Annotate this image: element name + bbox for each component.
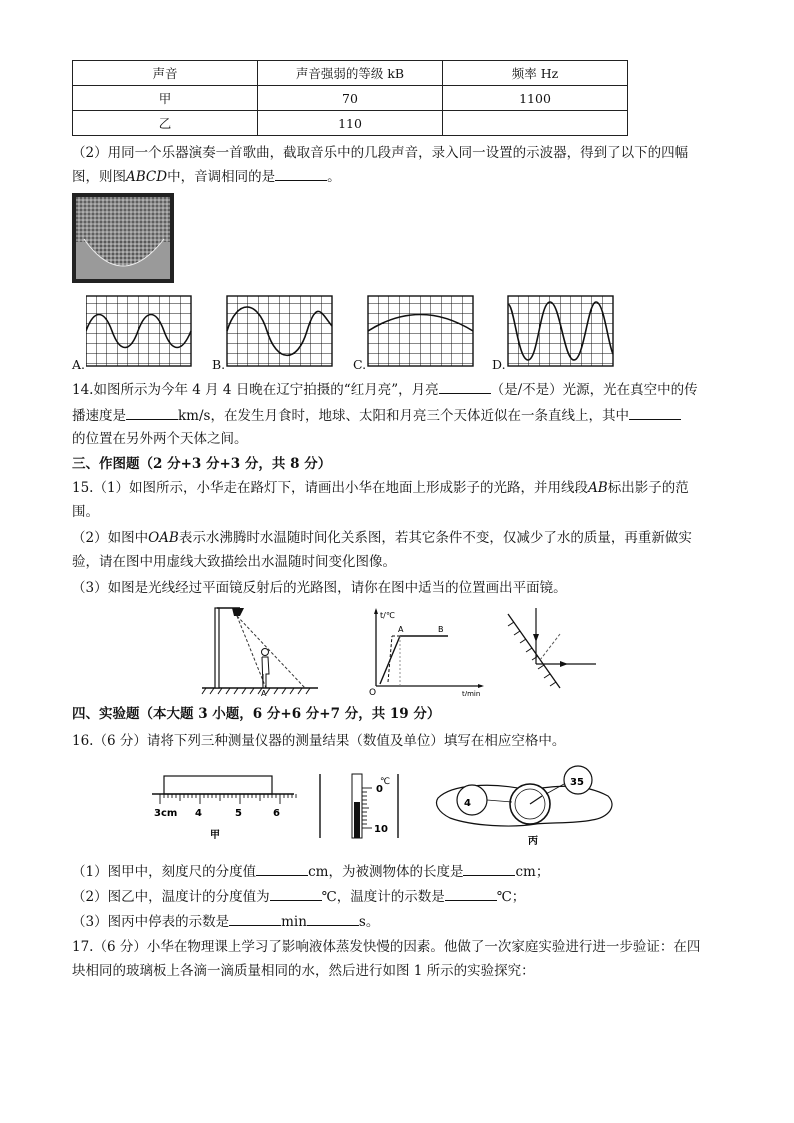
q14-line2: 播速度是 km/s，在发生月食时，地球、太阳和月亮三个天体近似在一条直线上，其中	[72, 405, 681, 426]
thermometer-figure	[316, 770, 402, 842]
oscillogram-d	[508, 296, 613, 366]
q13-2-line2: 图，则图ABCD中，音调相同的是 。	[72, 166, 341, 187]
table-header: 声音	[73, 61, 258, 86]
q16-3-line: （3）图丙中停表的示数是 min s。	[72, 911, 379, 932]
stopwatch-figure	[432, 762, 622, 848]
q15-1-line2: 围。	[72, 504, 99, 520]
section-4-title: 四、实验题（本大题 3 小题，6 分+6 分+7 分，共 19 分）	[72, 706, 441, 722]
lamp-point-label: A	[261, 689, 267, 696]
answer-blank[interactable]	[439, 379, 491, 394]
q14-line3: 的位置在另外两个天体之间。	[72, 431, 248, 447]
instrument-photo	[72, 193, 174, 283]
table-cell	[443, 111, 628, 136]
table-header-row	[73, 61, 628, 86]
thermo-tick-0: 0	[376, 784, 383, 795]
thermo-unit: ℃	[380, 777, 391, 787]
option-label-b: B.	[212, 357, 226, 372]
thermo-tick-10: 10	[374, 824, 388, 835]
answer-blank[interactable]	[445, 886, 497, 901]
q15-2-line2: 验，请在图中用虚线大致描绘出水温随时间变化图像。	[72, 554, 396, 570]
q17-line1: 17.（6 分）小华在物理课上学习了影响液体蒸发快慢的因素。他做了一次家庭实验进行进一步验证：在四	[72, 939, 701, 955]
temperature-graph	[366, 604, 486, 696]
stopwatch-sec-reading: 35	[570, 777, 584, 788]
answer-blank[interactable]	[229, 911, 281, 926]
q16-2-line: （2）图乙中，温度计的分度值为 ℃，温度计的示数是 ℃；	[72, 886, 525, 907]
option-label-c: C.	[353, 357, 367, 372]
answer-blank[interactable]	[307, 911, 359, 926]
street-lamp-figure	[200, 600, 320, 696]
answer-blank[interactable]	[275, 166, 327, 181]
answer-blank[interactable]	[463, 861, 515, 876]
q15-1-line1: 15.（1）如图所示，小华走在路灯下，请画出小华在地面上形成影子的光路，并用线段AB标出影子的范	[72, 480, 689, 496]
ruler-figure	[148, 772, 298, 846]
table-cell: 甲	[73, 86, 258, 111]
option-label-a: A.	[72, 357, 86, 372]
ruler-label-4: 4	[195, 808, 202, 819]
section-3-title: 三、作图题（2 分+3 分+3 分，共 8 分）	[72, 456, 332, 472]
oscillogram-b	[227, 296, 332, 366]
graph-point-a: A	[398, 625, 404, 634]
fig-label-bing: 丙	[528, 836, 538, 847]
graph-y-label: t/℃	[380, 611, 395, 620]
answer-blank[interactable]	[270, 886, 322, 901]
q15-3-line: （3）如图是光线经过平面镜反射后的光路图，请你在图中适当的位置画出平面镜。	[72, 580, 567, 596]
mirror-ray-figure	[496, 604, 600, 700]
q13-2-line1: （2）用同一个乐器演奏一首歌曲，截取音乐中的几段声音，录入同一设置的示波器，得到了以下的四幅	[72, 145, 689, 161]
table-header: 频率 Hz	[443, 61, 628, 86]
table-cell: 1100	[443, 86, 628, 111]
fig-label-jia: 甲	[210, 830, 220, 841]
q16-stem: 16.（6 分）请将下列三种测量仪器的测量结果（数值及单位）填写在相应空格中。	[72, 733, 566, 749]
q14-line1: 14.如图所示为今年 4 月 4 日晚在辽宁拍摄的“红月亮”，月亮 （是/不是）光源，光在真空中的传	[72, 379, 698, 400]
answer-blank[interactable]	[126, 405, 178, 420]
sound-table	[72, 60, 628, 136]
q15-2-line1: （2）如图中OAB表示水沸腾时水温随时间化关系图，若其它条件不变，仅减少了水的质量，再重新做实	[72, 530, 692, 546]
table-cell: 70	[258, 86, 443, 111]
table-cell: 110	[258, 111, 443, 136]
q16-1-line: （1）图甲中，刻度尺的分度值 cm，为被测物体的长度是 cm；	[72, 861, 549, 882]
table-cell: 乙	[73, 111, 258, 136]
answer-blank[interactable]	[256, 861, 308, 876]
ruler-label-3cm: 3cm	[154, 808, 178, 819]
q17-line2: 块相同的玻璃板上各滴一滴质量相同的水，然后进行如图 1 所示的实验探究：	[72, 963, 535, 979]
ruler-label-5: 5	[235, 808, 242, 819]
option-label-d: D.	[492, 357, 506, 372]
oscillogram-c	[368, 296, 473, 366]
oscillogram-a	[86, 296, 191, 366]
graph-x-label: t/min	[462, 690, 481, 696]
graph-point-b: B	[438, 625, 444, 634]
graph-origin-label: O	[369, 688, 377, 696]
table-row	[73, 86, 628, 111]
table-row	[73, 111, 628, 136]
table-header: 声音强弱的等级 kB	[258, 61, 443, 86]
stopwatch-min-reading: 4	[464, 798, 471, 809]
ruler-label-6: 6	[273, 808, 280, 819]
answer-blank[interactable]	[629, 405, 681, 420]
